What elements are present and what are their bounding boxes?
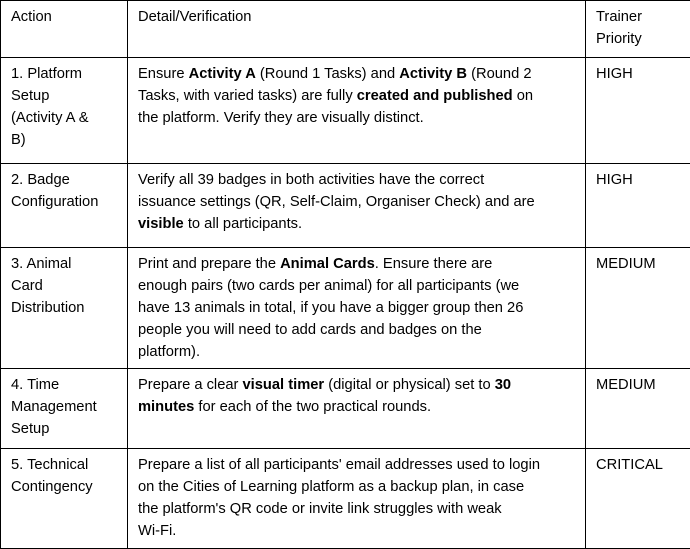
action-cell: 2. Badge Configuration <box>1 164 128 248</box>
detail-cell: Print and prepare the Animal Cards. Ensure there are enough pairs (two cards per animal) for all participants (we have 13 animals in total, if you have a bigger group then 26 people you will need to add cards and badges on the platform). <box>128 248 586 369</box>
action-cell: 5. Technical Contingency <box>1 449 128 549</box>
detail-cell: Prepare a clear visual timer (digital or physical) set to 30 minutes for each of the two practical rounds. <box>128 369 586 449</box>
column-header-detail: Detail/Verification <box>128 1 586 58</box>
action-cell: 1. Platform Setup (Activity A & B) <box>1 58 128 164</box>
column-header-action: Action <box>1 1 128 58</box>
column-header-priority: Trainer Priority <box>586 1 690 58</box>
action-cell: 4. Time Management Setup <box>1 369 128 449</box>
priority-cell: HIGH <box>586 58 690 164</box>
header-row <box>1 1 690 58</box>
table-row <box>1 58 690 164</box>
table-row <box>1 369 690 449</box>
table-row <box>1 449 690 549</box>
table-row <box>1 164 690 248</box>
priority-cell: MEDIUM <box>586 369 690 449</box>
priority-cell: HIGH <box>586 164 690 248</box>
detail-cell: Ensure Activity A (Round 1 Tasks) and Activity B (Round 2 Tasks, with varied tasks) are fully created and published on the platform. Verify they are visually distinct. <box>128 58 586 164</box>
action-cell: 3. Animal Card Distribution <box>1 248 128 369</box>
table-row <box>1 248 690 369</box>
table-body <box>1 58 690 549</box>
detail-cell: Prepare a list of all participants' email addresses used to login on the Cities of Learning platform as a backup plan, in case the platform's QR code or invite link struggles with weak Wi-Fi. <box>128 449 586 549</box>
priority-cell: CRITICAL <box>586 449 690 549</box>
priority-cell: MEDIUM <box>586 248 690 369</box>
detail-cell: Verify all 39 badges in both activities have the correct issuance settings (QR, Self-Claim, Organiser Check) and are visible to all participants. <box>128 164 586 248</box>
table-header <box>1 1 690 58</box>
